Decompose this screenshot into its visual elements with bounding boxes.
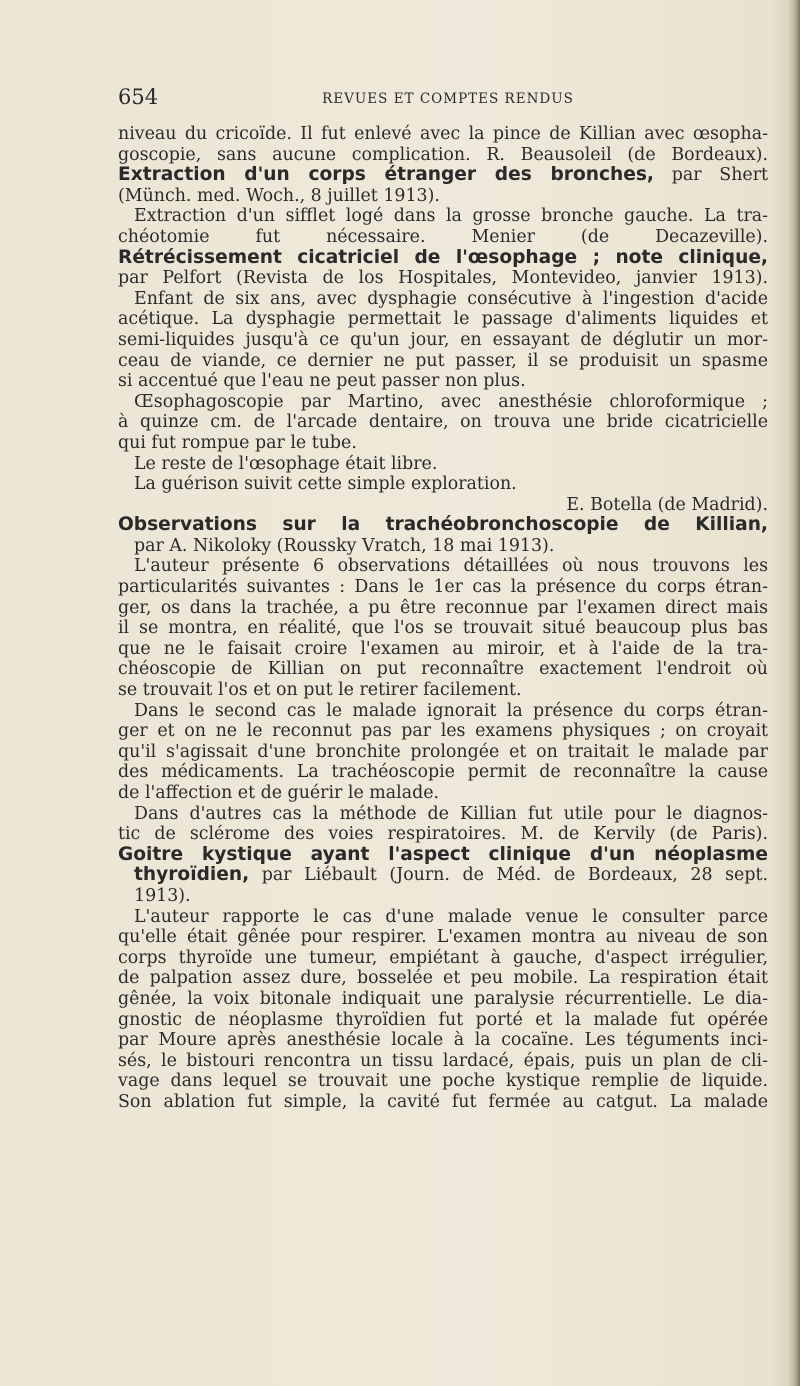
text-line: acétique. La dysphagie permettait le passage d'aliments liquides et [118,309,768,330]
text-line: corps thyroïde une tumeur, empiétant à gauche, d'aspect irrégulier, [118,947,768,968]
text-line: goscopie, sans aucune complication. R. Beausoleil (de Bordeaux). [118,144,768,165]
text-line: par Pelfort (Revista de los Hospitales, Montevideo, janvier 1913). [118,268,768,289]
text-line: chéotomie fut nécessaire. Menier (de Decazeville). [118,226,768,247]
text-line: Dans d'autres cas la méthode de Killian fut utile pour le diagnos- [134,803,768,824]
text-line: gnostic de néoplasme thyroïdien fut porté et la malade fut opérée [118,1009,768,1030]
page-edge-shadow [788,0,800,1386]
text-line: par A. Nikoloky (Roussky Vratch, 18 mai 1913). [134,535,555,556]
text-line: il se montra, en réalité, que l'os se trouvait situé beaucoup plus bas [118,618,768,639]
text-line: Dans le second cas le malade ignorait la présence du corps étran- [134,700,768,721]
text-line: ceau de viande, ce dernier ne put passer, il se produisit un spasme [118,350,768,371]
article-heading-line [118,248,768,269]
text-line: qu'il s'agissait d'une bronchite prolongée et on traitait le malade par [118,741,768,762]
text-line: semi-liquides jusqu'à ce qu'un jour, en essayant de déglutir un mor- [118,329,768,350]
text-line: vage dans lequel se trouvait une poche kystique remplie de liquide. [118,1071,768,1092]
page-header [118,85,778,115]
text-line: L'auteur présente 6 observations détaillées où nous trouvons les [134,556,768,577]
text-line: niveau du cricoïde. Il fut enlevé avec la pince de Killian avec œsopha- [118,124,768,144]
text-line: si accentué que l'eau ne peut passer non plus. [118,371,526,392]
text-line: sés, le bistouri rencontra un tissu lardacé, épais, puis un plan de cli- [118,1050,768,1071]
article-heading-line [118,865,768,886]
text-line: E. Botella (de Madrid). [566,494,768,515]
running-title: REVUES ET COMPTES RENDUS [322,91,574,107]
text-line: par Moure après anesthésie locale à la cocaïne. Les téguments inci- [118,1030,768,1051]
article-title: Rétrécissement cicatriciel de l'œsophage ; note clinique, [118,247,768,268]
text-line: Œsophagoscopie par Martino, avec anesthésie chloroformique ; [134,391,768,412]
article-heading-line [118,515,768,536]
article-citation: par Liébault (Journ. de Méd. de Bordeaux, 28 sept. [249,865,768,886]
article-title: Extraction d'un corps étranger des bronches, [118,165,654,186]
article-title: Goitre kystique ayant l'aspect clinique d'un néoplasme [118,844,768,865]
article-heading-line [118,845,768,866]
text-line: tic de sclérome des voies respiratoires. M. de Kervily (de Paris). [118,824,768,845]
text-line: Son ablation fut simple, la cavité fut fermée au catgut. La malade [118,1091,768,1112]
text-line: de palpation assez dure, bosselée et peu mobile. La respiration était [118,968,768,989]
text-line: (Münch. med. Woch., 8 juillet 1913). [118,185,440,206]
text-line: qui fut rompue par le tube. [118,432,357,453]
article-title: thyroïdien, [134,865,250,886]
article-heading-line [118,165,768,186]
text-line: 1913). [134,885,191,906]
text-line: ger, os dans la trachée, a pu être reconnue par l'examen direct mais [118,597,768,618]
text-line: à quinze cm. de l'arcade dentaire, on trouva une bride cicatricielle [118,412,768,433]
text-line: gênée, la voix bitonale indiquait une paralysie récurrentielle. Le dia- [118,988,768,1009]
text-line: de l'affection et de guérir le malade. [118,783,440,803]
text-line: chéoscopie de Killian on put reconnaître exactement l'endroit où [118,659,768,680]
text-line: Le reste de l'œsophage était libre. [134,453,438,474]
text-line: La guérison suivit cette simple exploration. [134,474,517,495]
text-line: L'auteur rapporte le cas d'une malade venue le consulter parce [134,906,768,927]
text-line: que ne le faisait croire l'examen au miroir, et à l'aide de la tra- [118,638,768,659]
page-number: 654 [118,85,159,109]
text-line: qu'elle était gênée pour respirer. L'examen montra au niveau de son [118,927,768,948]
text-line: Enfant de six ans, avec dysphagie consécutive à l'ingestion d'acide [134,288,768,309]
article-title: Observations sur la trachéobronchoscopie de Killian, [118,515,768,536]
article-citation: par Shert [653,165,768,186]
text-line: des médicaments. La trachéoscopie permit de reconnaître la cause [118,762,768,783]
text-line: ger et on ne le reconnut pas par les examens physiques ; on croyait [118,721,768,742]
text-line: Extraction d'un sifflet logé dans la grosse bronche gauche. La tra- [134,206,768,227]
text-line: particularités suivantes : Dans le 1er cas la présence du corps étran- [118,577,768,598]
text-line: se trouvait l'os et on put le retirer facilement. [118,680,522,701]
body-text [118,124,768,1113]
